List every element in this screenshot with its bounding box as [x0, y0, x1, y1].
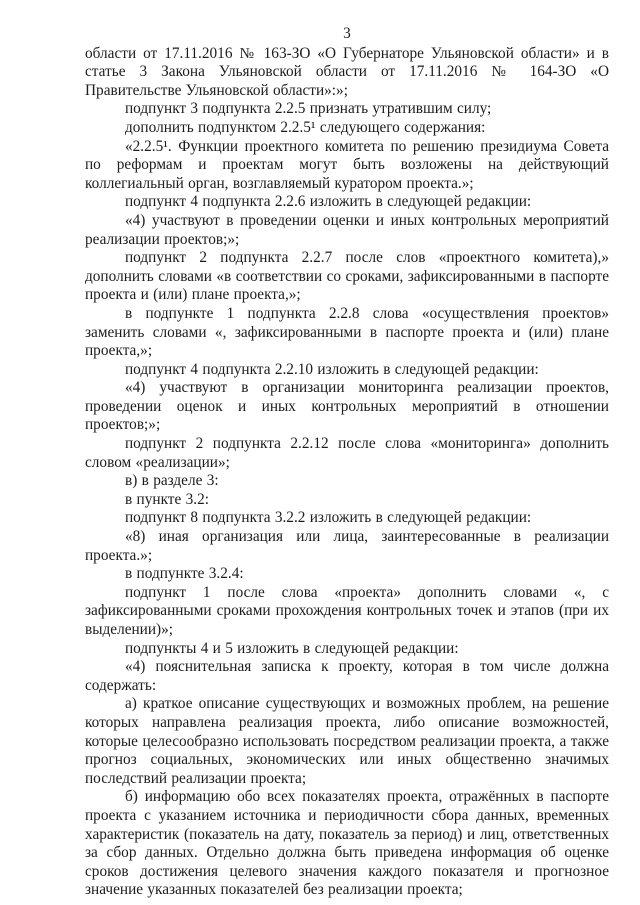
- paragraph: подпункт 3 подпункта 2.2.5 признать утратившим силу;: [125, 100, 492, 118]
- paragraph: а) краткое описание существующих и возможных проблем, на решение которых направлена реализация проекта, либо описание возможностей, которые целесообразно использовать посредством реализации проекта, а также прогноз социальных, экономических или иных общественно значимых последствий реализации проекта;: [85, 695, 609, 787]
- paragraph: «2.2.5¹. Функции проектного комитета по решению президиума Совета по реформам и проектам могут быть возложены на действующий коллегиальный орган, возглавляемый куратором проекта.»;: [85, 137, 609, 192]
- paragraph: б) информацию обо всех показателях проекта, отражённых в паспорте проекта с указанием источника и периодичности сбора данных, временных характеристик (показатель на дату, показатель за период) и лиц, ответственных за сбор данных. Отдельно должна быть приведена информация об оценке сроков достижения целевого значения каждого показателя и прогнозное значение указанных показателей без реализации проекта;: [85, 788, 609, 899]
- document-body: [85, 45, 609, 900]
- paragraph: «4) участвуют в проведении оценки и иных контрольных мероприятий реализации проектов;»;: [85, 211, 609, 248]
- paragraph: «4) пояснительная записка к проекту, которая в том числе должна содержать:: [85, 658, 609, 694]
- paragraph: подпункты 4 и 5 изложить в следующей редакции:: [125, 639, 459, 657]
- paragraph: в подпункте 1 подпункта 2.2.8 слова «осуществления проектов» заменить словами «, зафиксированными в паспорте проекта и (или) плане проекта,»;: [85, 304, 609, 360]
- page-number: 3: [343, 25, 351, 42]
- paragraph: «4) участвуют в организации мониторинга реализации проектов, проведении оценок и иных контрольных мероприятий в отношении проектов;»;: [85, 379, 609, 434]
- paragraph: дополнить подпунктом 2.2.5¹ следующего содержания:: [125, 118, 486, 136]
- paragraph: подпункт 2 подпункта 2.2.12 после слова «мониторинга» дополнить словом «реализации»;: [85, 435, 609, 471]
- paragraph: «8) иная организация или лица, заинтересованные в реализации проекта.»;: [85, 528, 609, 564]
- paragraph: в) в разделе 3:: [125, 472, 219, 490]
- paragraph: в пункте 3.2:: [125, 490, 209, 508]
- paragraph: подпункт 1 после слова «проекта» дополнить словами «, с зафиксированными сроками прохождения контрольных точек и этапов (при их выделении)»;: [85, 583, 609, 638]
- paragraph: подпункт 8 подпункта 3.2.2 изложить в следующей редакции:: [125, 509, 532, 527]
- paragraph: подпункт 4 подпункта 2.2.10 изложить в следующей редакции:: [125, 360, 539, 378]
- paragraph: в подпункте 3.2.4:: [125, 565, 244, 583]
- paragraph: области от 17.11.2016 № 163-ЗО «О Губернаторе Ульяновской области» и в статье 3 Закона Ульяновской области от 17.11.2016 № 164-ЗО «О Правительстве Ульяновской области»:»;: [85, 44, 609, 99]
- paragraph: подпункт 4 подпункта 2.2.6 изложить в следующей редакции:: [125, 193, 532, 211]
- paragraph: подпункт 2 подпункта 2.2.7 после слов «проектного комитета),» дополнить словами «в соответствии со сроками, зафиксированными в паспорте проекта и (или) плане проекта,»;: [85, 249, 609, 304]
